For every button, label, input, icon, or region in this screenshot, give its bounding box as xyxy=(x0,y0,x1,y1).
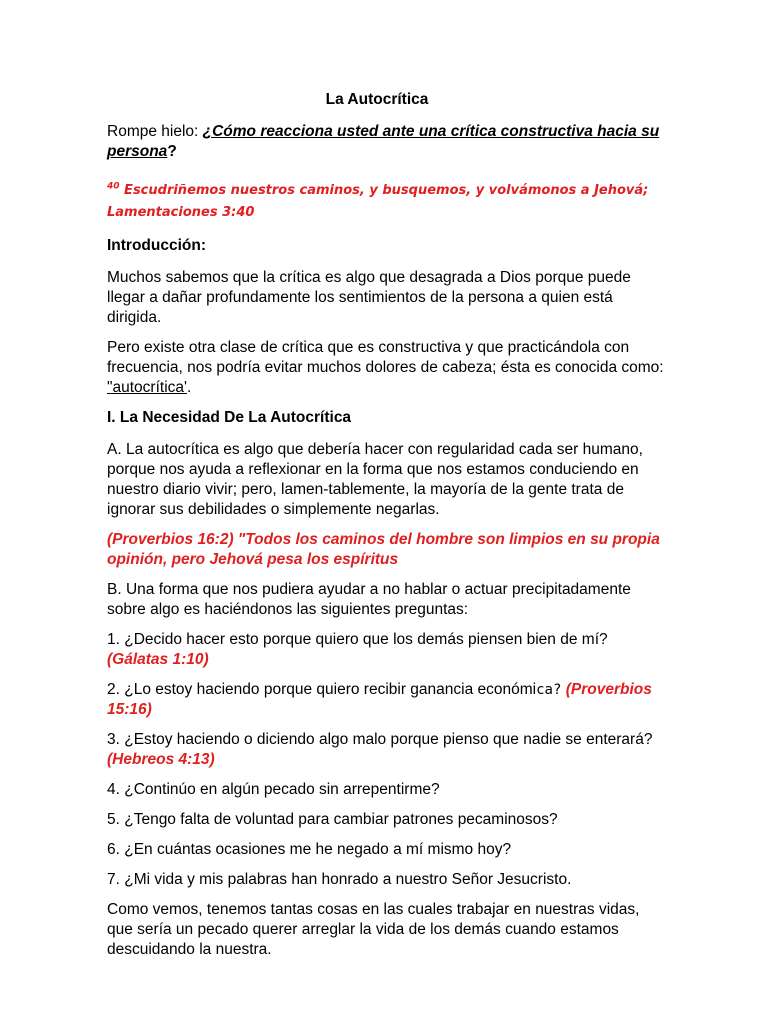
section-1-heading: I. La Necesidad De La Autocrítica xyxy=(107,409,352,426)
question-7: 7. ¿Mi vida y mis palabras han honrado a nuestro Señor Jesucristo. xyxy=(107,871,572,888)
autocritica-term: "autocrítica' xyxy=(107,379,187,396)
question-3-text: 3. ¿Estoy haciendo o diciendo algo malo porque pienso que nadie se enterará? xyxy=(107,731,653,748)
question-1 xyxy=(107,630,667,670)
question-6: 6. ¿En cuántas ocasiones me he negado a mí mismo hoy? xyxy=(107,841,512,858)
page-title: La Autocrítica xyxy=(325,91,429,108)
closing-paragraph: Como vemos, tenemos tantas cosas en las cuales trabajar en nuestras vidas, que sería un pecado querer arreglar la vida de los demás cuando estamos descuidando la nuestra. xyxy=(107,901,640,958)
verse-lamentations xyxy=(107,180,667,224)
section-1-point-a: A. La autocrítica es algo que debería hacer con regularidad cada ser humano, porque nos ayuda a reflexionar en la forma que nos estamos conduciendo en nuestro diario vivir; pero, lamen-tablemente, la mayoría de la gente trata de ignorar sus debilidades o simplemente negarlas. xyxy=(107,441,643,518)
verse-number: 40 xyxy=(107,181,120,192)
verse-proverbs-16-2: (Proverbios 16:2) "Todos los caminos del hombre son limpios en su propia opinión, pero Jehová pesa los espíritus xyxy=(107,531,660,568)
question-2-reference: (Proverbios 15:16) xyxy=(107,681,652,718)
icebreaker-label: Rompe hielo: xyxy=(107,123,203,140)
question-3-reference: (Hebreos 4:13) xyxy=(107,751,215,768)
question-2-text-end: ca? xyxy=(536,682,562,698)
intro-paragraph-2-text: Pero existe otra clase de crítica que es constructiva y que practicándola con frecuencia, nos podría evitar muchos dolores de cabeza; ésta es conocida como: xyxy=(107,339,664,376)
icebreaker-question-mark: ? xyxy=(167,143,177,160)
question-4: 4. ¿Continúo en algún pecado sin arrepentirme? xyxy=(107,781,440,798)
verse-text: Escudriñemos nuestros caminos, y busquemos, y volvámonos a Jehová; xyxy=(119,183,649,198)
question-1-text: 1. ¿Decido hacer esto porque quiero que los demás piensen bien de mí? xyxy=(107,631,608,648)
question-1-reference: (Gálatas 1:10) xyxy=(107,651,209,668)
question-5: 5. ¿Tengo falta de voluntad para cambiar patrones pecaminosos? xyxy=(107,811,558,828)
verse-reference: Lamentaciones 3:40 xyxy=(107,205,255,220)
intro-paragraph-1: Muchos sabemos que la crítica es algo que desagrada a Dios porque puede llegar a dañar profundamente los sentimientos de la persona a quien está dirigida. xyxy=(107,269,631,326)
intro-heading: Introducción: xyxy=(107,237,207,254)
question-2 xyxy=(107,680,667,720)
document-body xyxy=(107,90,667,970)
section-1-point-b: B. Una forma que nos pudiera ayudar a no hablar o actuar precipitadamente sobre algo es haciéndonos las siguientes preguntas: xyxy=(107,581,631,618)
icebreaker-question: ¿Cómo reacciona usted ante una crítica constructiva hacia su persona xyxy=(107,123,660,160)
icebreaker xyxy=(107,122,667,162)
intro-paragraph-2-end: . xyxy=(186,379,192,396)
intro-paragraph-2 xyxy=(107,338,667,398)
question-3 xyxy=(107,730,667,770)
question-2-text: 2. ¿Lo estoy haciendo porque quiero recibir ganancia económi xyxy=(107,681,537,698)
